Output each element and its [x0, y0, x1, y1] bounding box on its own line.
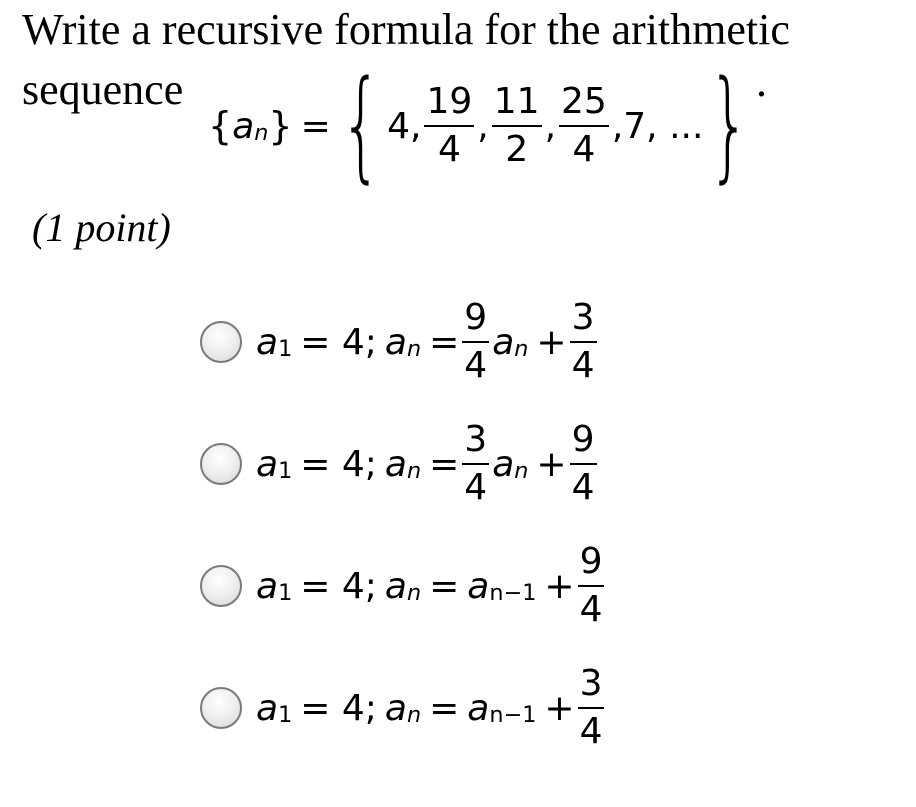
- answer-option-3[interactable]: [200, 536, 607, 636]
- answer-option-2[interactable]: [200, 414, 600, 514]
- radio-button[interactable]: [200, 443, 242, 485]
- brace-open: {: [339, 56, 382, 195]
- sequence-term-fraction: $\frac{25}{4}$: [561, 81, 607, 170]
- option-formula: a 1 = 4; a n = a n−1 + $\frac{9}{4}$: [256, 541, 603, 630]
- option-formula: a 1 = 4; a n = a n−1 + $\frac{3}{4}$: [256, 663, 603, 752]
- radio-button[interactable]: [200, 565, 242, 607]
- sequence-sub: n: [254, 120, 269, 147]
- option-formula: a 1 = 4; a n = $\frac{3}{4}$ a n + $\frac{9}{4}$: [256, 419, 595, 508]
- question-period: .: [756, 57, 767, 106]
- sequence-tail: ,7, ...: [611, 105, 704, 147]
- sequence-term-fraction: $\frac{19}{4}$: [426, 81, 473, 170]
- radio-button[interactable]: [200, 321, 242, 363]
- question-text-line2: sequence: [22, 65, 184, 114]
- sequence-expression: { a n } = { 4, $\frac{19}{4}$ , $\frac{11}{2}$ , $\frac{25}{4}$ ,7, ... }: [208, 56, 751, 195]
- question-text-line1: Write a recursive formula for the arithmetic: [22, 5, 790, 54]
- answer-option-4[interactable]: [200, 658, 607, 758]
- answer-option-1[interactable]: [200, 292, 600, 392]
- brace-close: }: [708, 56, 751, 195]
- option-formula: a 1 = 4; a n = $\frac{9}{4}$ a n + $\frac{3}{4}$: [256, 297, 595, 386]
- point-value: (1 point): [32, 205, 171, 250]
- sequence-first-term: 4,: [387, 105, 422, 147]
- sequence-term-fraction: $\frac{11}{2}$: [493, 81, 540, 170]
- sequence-equals: =: [300, 105, 331, 147]
- radio-button[interactable]: [200, 687, 242, 729]
- sequence-var: a: [232, 105, 255, 147]
